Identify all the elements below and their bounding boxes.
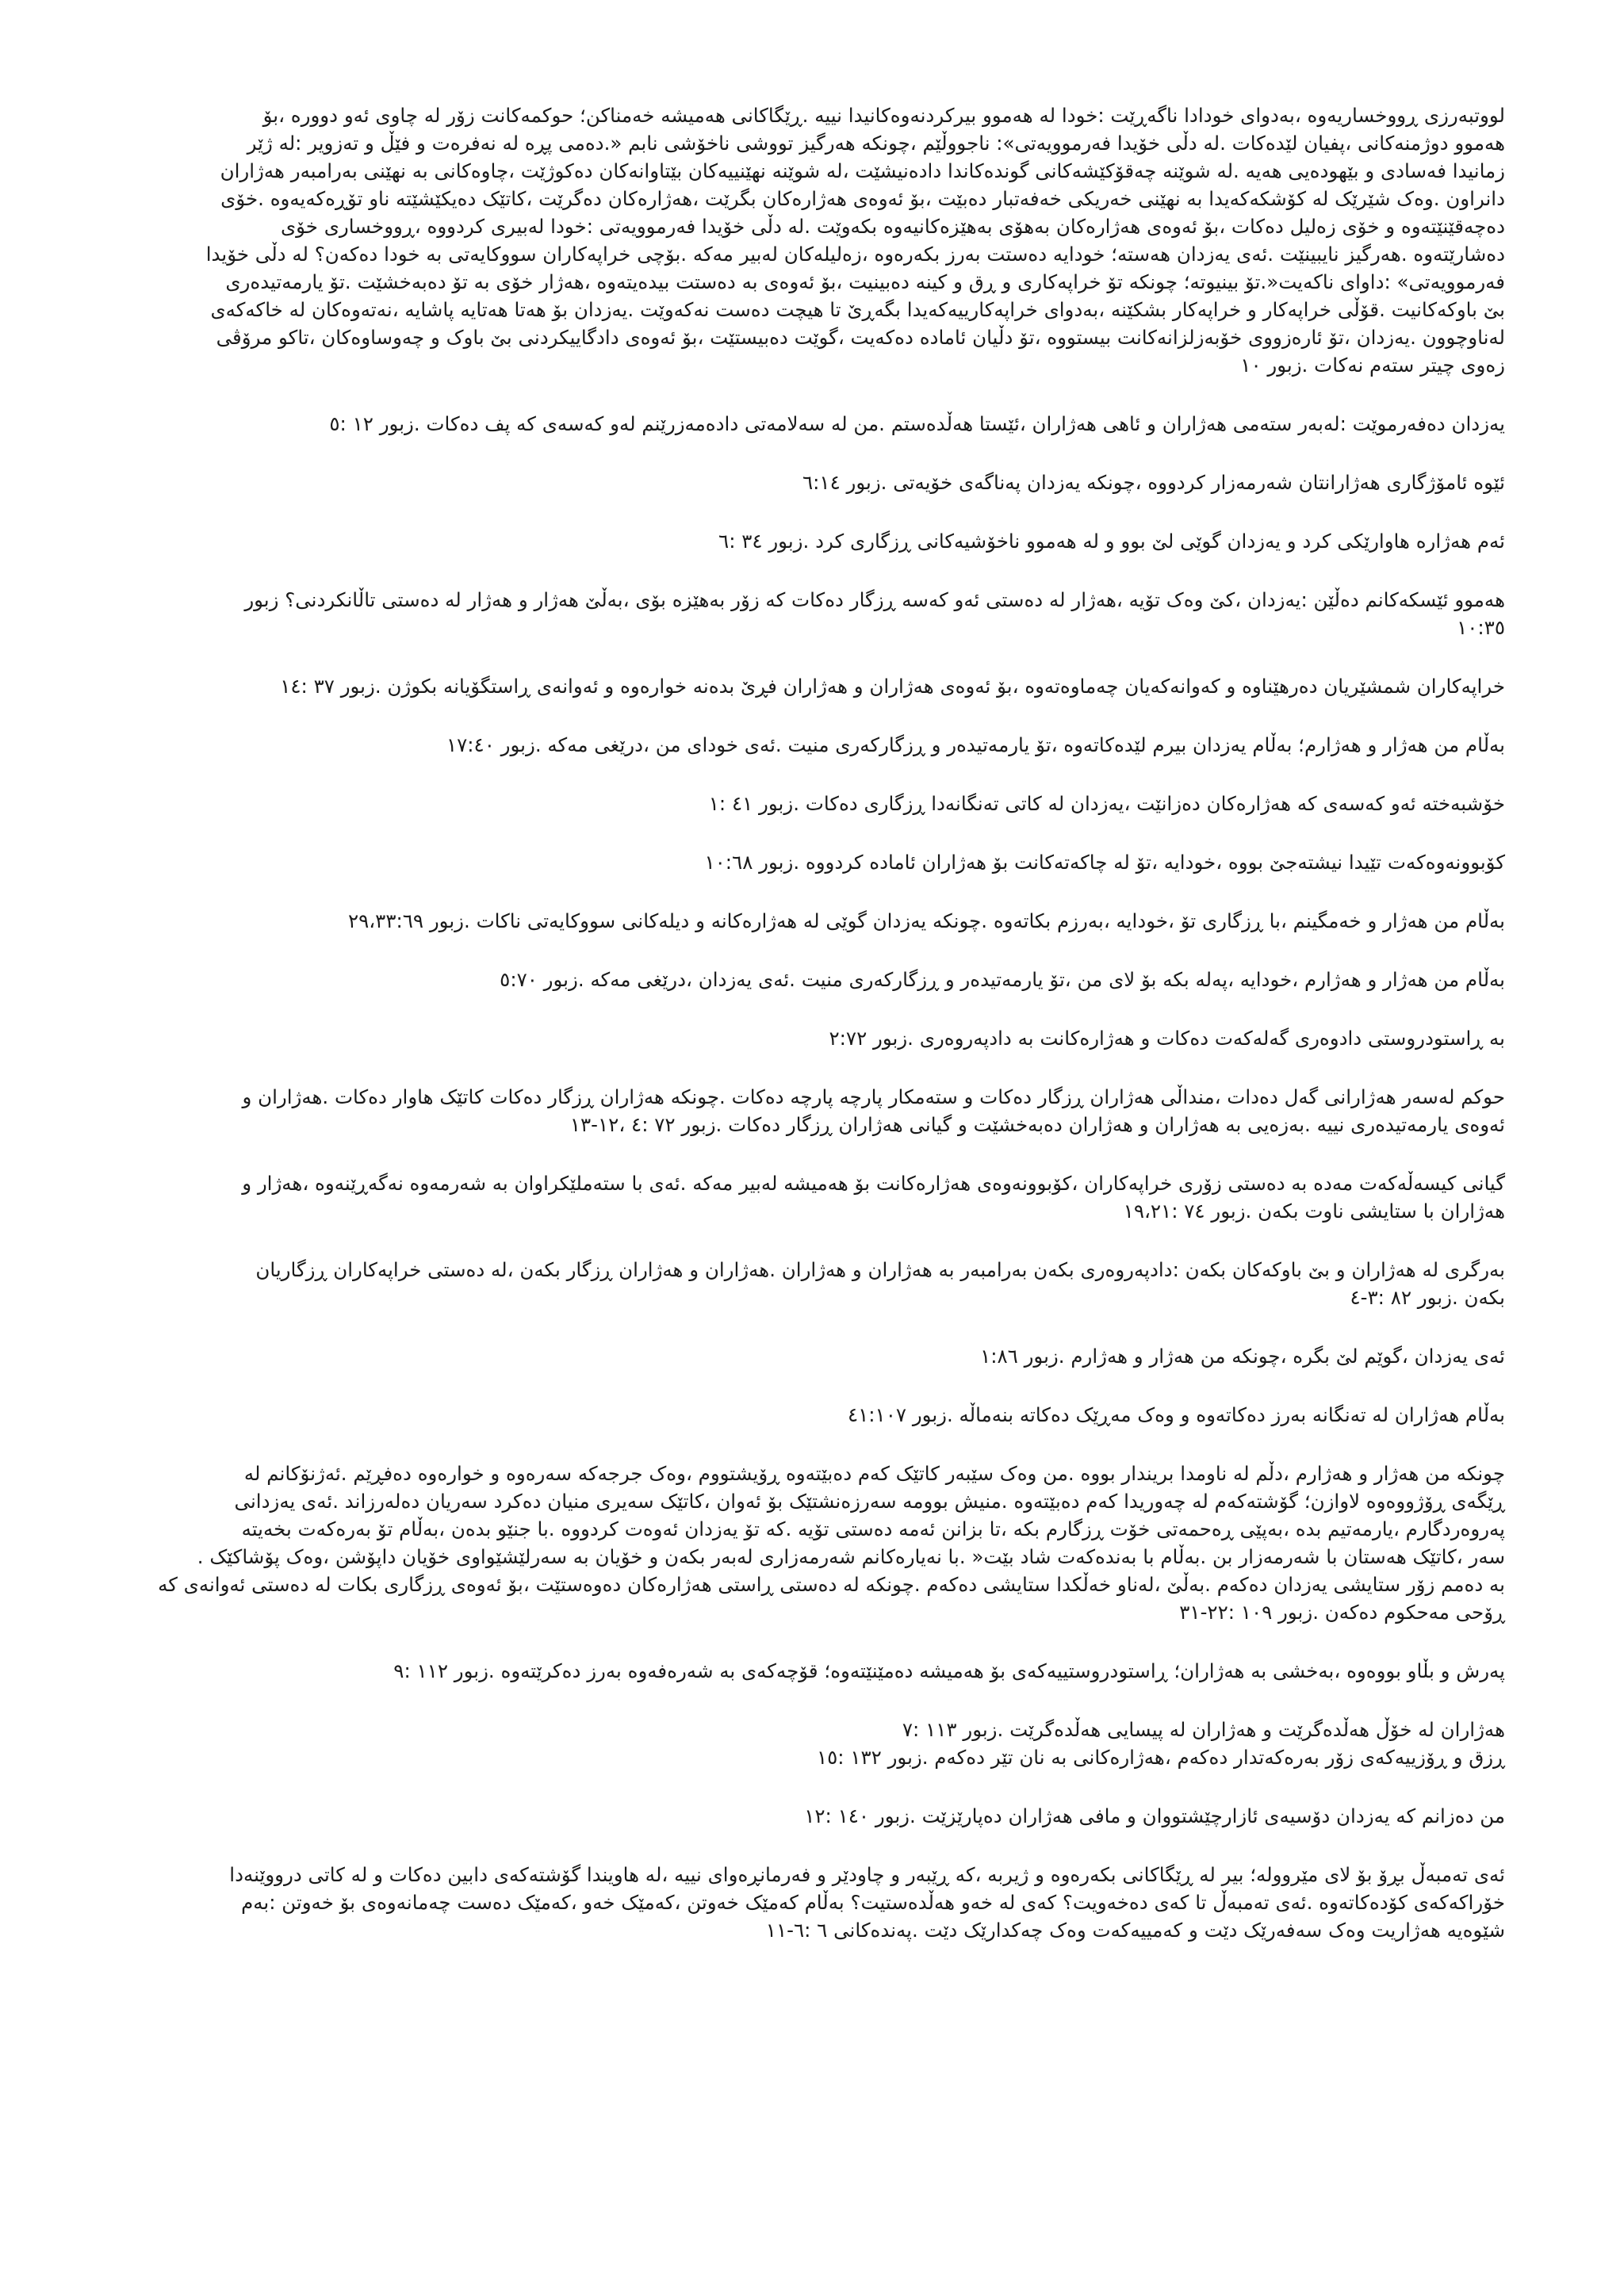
text-line: هەژاران لە خۆڵ هەڵدەگرێت و هەژاران لە پیسایی هەڵدەگرێت .زبور ١١٣ :٧ [902,1718,1505,1741]
paragraph [119,1861,1505,1944]
text-line: ئەوەی یارمەتیدەری نییە .بەزەیی بە هەژاران و هەژاران دەبەخشێت و گیانی هەژاران ڕزگار دەکات .زبور ٧٢ :٤ ،١٢-١٣ [569,1113,1505,1136]
paragraph [119,1657,1505,1685]
paragraph [119,731,1505,759]
paragraph [119,790,1505,817]
paragraph [119,672,1505,700]
paragraph [119,848,1505,876]
paragraph [119,1256,1505,1311]
text-line: من دەزانم کە یەزدان دۆسیەی ئازارچێشتووان و مافی هەژاران دەپارێزێت .زبور ١٤٠ :١٢ [804,1804,1505,1827]
paragraph [119,907,1505,935]
text-line: بێ باوکەکانیت .قۆڵی خراپەکار و خراپەکار بشکێنە ،بەدوای خراپەکارییەکەیدا بگەڕێ تا هیچت دەست نەکەوێت .یەزدان بۆ هەتا هەتایە پاشایە ،نەتەوەکان لە خاکەکەی [210,298,1505,321]
paragraph [119,1401,1505,1429]
paragraph [119,1342,1505,1370]
text-line: بە ڕاستودروستی دادوەری گەلەکەت دەکات و هەژارەکانت بە دادپەروەری .زبور ٢:٧٢ [829,1027,1505,1050]
text-line: بەرگری لە هەژاران و بێ باوکەکان بکەن :دادپەروەری بکەن بەرامبەر بە هەژاران و هەژاران .هەژاران و هەژاران ڕزگار بکەن ،لە دەستی خراپەکاران ڕزگاریان [255,1258,1505,1281]
text-line: زمانیدا فەسادی و بێهودەیی هەیە .لە شوێنە چەقۆکێشەکانی گوندەکاندا دادەنیشێت ،لە شوێنە نهێنییەکان بێتاوانەکان دەکوژێت ،چاوەکانی بە نهێنی بەرامبەر هەژاران [220,159,1505,182]
paragraph [119,410,1505,438]
text-line: ئەی تەمبەڵ بڕۆ بۆ لای مێرووله؛ بیر لە ڕێگاکانی بکەرەوە و ژیربە ،کە ڕێبەر و چاودێر و فەرمانڕەوای نییە ،لە هاویندا گۆشتەکەی دابین دەکات و لە کاتی درووێنەدا [229,1863,1505,1886]
text-line: بە دەمم زۆر ستایشی یەزدان دەکەم .بەڵێ ،لەناو خەڵکدا ستایشی دەکەم .چونکە لە دەستی ڕاستی هەژارەکان دەوەستێت ،بۆ ئەوەی ڕزگاری بکات لە دەستی ئەوانەی کە [158,1573,1505,1596]
text-line: بەڵام من هەژار و هەژارم ،خودایە ،پەلە بکە بۆ لای من ،تۆ یارمەتیدەر و ڕزگارکەری منیت .ئەی یەزدان ،درێغی مەکە .زبور ٥:٧٠ [500,968,1505,991]
document-page [119,101,1505,1975]
text-line: ڕێگەی ڕۆژووەوە لاوازن؛ گۆشتەکەم لە چەوریدا کەم دەبێتەوە .منیش بوومە سەرزەنشتێک بۆ ئەوان ،کاتێک سەیری منیان دەکرد سەریان دەلەرزاند .ئەی یەزدانی [234,1490,1505,1513]
text-line: هەموو دوژمنەکانی ،پفیان لێدەکات .لە دڵی خۆیدا فەرموویەتی»: ناجووڵێم ،چونکە هەرگیز تووشی ناخۆشی نابم «.دەمی پڕە لە نەفرەت و فێڵ و تەزویر :لە ژێر [247,132,1505,155]
text-line: زەوی چیتر ستەم نەکات .زبور ١٠ [1240,354,1505,377]
paragraph [119,1024,1505,1052]
text-line: خراپەکاران شمشێریان دەرهێناوە و کەوانەکەیان چەماوەتەوە ،بۆ ئەوەی هەژاران و هەژاران فڕێ بدەنە خوارەوە و ئەوانەی ڕاستگۆیانە بکوژن .زبور ٣٧ :١٤ [280,675,1505,698]
text-line: ئێوە ئامۆژگاری هەژارانتان شەرمەزار کردووە ،چونکە یەزدان پەناگەی خۆیەتی .زبور ٦:١٤ [802,471,1505,494]
text-line: بەڵام هەژاران لە تەنگانە بەرز دەکاتەوە و وەک مەڕێک دەکاتە بنەماڵە .زبور ٤١:١٠٧ [847,1403,1505,1426]
text-line: ڕۆحی مەحکوم دەکەن .زبور ١٠٩ :٢٢-٣١ [1179,1601,1505,1624]
text-line: هەژاران با ستایشی ناوت بکەن .زبور ٧٤ :١٩،٢١ [1123,1200,1505,1223]
text-line: لووتبەرزی ڕووخساریەوە ،بەدوای خودادا ناگەڕێت :خودا لە هەموو بیرکردنەوەکانیدا نییە .ڕێگاکانی هەمیشە خەمناکن؛ حوکمەکانت زۆر لە چاوی ئەو دوورە ،بۆ [262,104,1505,127]
text-line: شێوەیە هەژاریت وەک سەفەرێک دێت و کەمییەکەت وەک چەکدارێک دێت .پەندەکانی ٦ :٦-١١ [765,1919,1505,1942]
text-line: یەزدان دەفەرموێت :لەبەر ستەمی هەژاران و ئاهی هەژاران ،ئێستا هەڵدەستم .من لە سەلامەتی دادەمەزرێنم لەو کەسەی کە پف دەکات .زبور ١٢ :٥ [329,412,1505,435]
text-line: بکەن .زبور ٨٢ :٣-٤ [1350,1286,1505,1309]
paragraph [119,966,1505,993]
text-line: لەناوچوون .یەزدان ،تۆ ئارەزووی خۆبەزلزانەکانت بیستووە ،تۆ دڵیان ئامادە دەکەیت ،گوێت دەبیستێت ،بۆ ئەوەی دادگاییکردنی بێ باوک و چەوساوەکان ،تاکو مرۆڤی [216,326,1505,349]
text-line: ڕزق و ڕۆزییەکەی زۆر بەرەکەتدار دەکەم ،هەژارەکانی بە نان تێر دەکەم .زبور ١٣٢ :١٥ [816,1746,1505,1769]
text-line: بەڵام من هەژار و خەمگینم ،با ڕزگاری تۆ ،خودایە ،بەرزم بکاتەوە .چونکە یەزدان گوێی لە هەژارەکانە و دیلەکانی سووکایەتی ناکات .زبور ٢٩،٣٣:٦٩ [347,909,1505,932]
text-line: دانراون .وەک شێرێک لە کۆشکەکەیدا بە نهێنی خەریکی خەفەتبار دەبێت ،بۆ ئەوەی هەژارەکان بگرێت ،هەژارەکان دەگرێت ،کاتێک دەیکێشێتە ناو تۆڕەکەیەوە .خۆی [220,187,1505,210]
text-line: هەموو ئێسکەکانم دەڵێن :یەزدان ،کێ وەک تۆیە ،هەژار لە دەستی ئەو کەسە ڕزگار دەکات کە زۆر بەهێزە بۆی ،بەڵێ هەژار و هەژار لە دەستی تاڵانکردنی؟ زبور [244,588,1505,611]
text-line: خۆراکەکەی کۆدەکاتەوە .ئەی تەمبەڵ تا کەی دەخەویت؟ کەی لە خەو هەڵدەستیت؟ بەڵام کەمێک خەوتن ،کەمێک خەو ،کەمێک دەست چەمانەوەی بۆ خەوتن :بەم [241,1891,1505,1914]
paragraph [119,1716,1505,1771]
text-line: گیانی کیسەڵەکەت مەدە بە دەستی زۆری خراپەکاران ،کۆبوونەوەی هەژارەکانت بۆ هەمیشە لەبیر مەکە .ئەی با ستەملێکراوان بە شەرمەوە نەگەڕێنەوە ،هەژار و [242,1172,1505,1195]
text-line: ئەم هەژارە هاوارێکی کرد و یەزدان گوێی لێ بوو و لە هەموو ناخۆشیەکانی ڕزگاری کرد .زبور ٣٤ :٦ [718,530,1505,553]
paragraph [119,1802,1505,1830]
text-line: بەڵام من هەژار و هەژارم؛ بەڵام یەزدان بیرم لێدەکاتەوە ،تۆ یارمەتیدەر و ڕزگارکەری منیت .ئەی خودای من ،درێغی مەکە .زبور ١٧:٤٠ [446,733,1505,756]
paragraph [119,1169,1505,1225]
paragraph [119,101,1505,379]
paragraph [119,527,1505,555]
paragraph [119,1083,1505,1138]
text-line: چونکە من هەژار و هەژارم ،دڵم لە ناومدا بریندار بووە .من وەک سێبەر کاتێک کەم دەبێتەوە ڕۆیشتووم ،وەک جرجەکە سەرەوە و خوارەوە دەفڕێم .ئەژنۆکانم لە [243,1462,1505,1485]
text-line: خۆشبەختە ئەو کەسەی کە هەژارەکان دەزانێت ،یەزدان لە کاتی تەنگانەدا ڕزگاری دەکات .زبور ٤١ :١ [708,792,1505,815]
text-line: سەر ،کاتێک هەستان با شەرمەزار بن .بەڵام با بەندەکەت شاد بێت« .با نەیارەکانم شەرمەزاری لەبەر بکەن و خۆیان بە سەرلێشێواوی خۆیان داپۆشن ،وەک پۆشاکێک . [197,1545,1505,1568]
text-line: حوکم لەسەر هەژارانی گەل دەدات ،منداڵی هەژاران ڕزگار دەکات و ستەمکار پارچە پارچە دەکات .چونکە هەژاران ڕزگار دەکات کاتێک هاوار دەکات .هەژاران و [242,1085,1505,1108]
paragraph [119,469,1505,496]
paragraph [119,586,1505,641]
text-line: پەرش و بڵاو بووەوە ،بەخشی بە هەژاران؛ ڕاستودروستییەکەی بۆ هەمیشە دەمێنێتەوە؛ قۆچەکەی بە شەرەفەوە بەرز دەکرێتەوە .زبور ١١٢ :٩ [393,1659,1505,1682]
text-line: دەچەقێنێتەوە و خۆی زەلیل دەکات ،بۆ ئەوەی هەژارەکان بەهۆی بەهێزەکانیەوە بکەوێت .لە دڵی خۆیدا فەرموویەتی :خودا لەبیری کردووە ،ڕووخساری خۆی [280,215,1505,238]
paragraph [119,1460,1505,1626]
text-line: ١٠:٣٥ [1457,616,1505,639]
text-line: ئەی یەزدان ،گوێم لێ بگرە ،چونکە من هەژار و هەژارم .زبور ١:٨٦ [980,1345,1505,1368]
text-line: دەشارێتەوە .هەرگیز نایبینێت .ئەی یەزدان هەستە؛ خودایە دەستت بەرز بکەرەوە ،زەلیلەکان لەبیر مەکە .بۆچی خراپەکاران سووکایەتی بە خودا دەکەن؟ لە دڵی خۆیدا [205,243,1505,266]
text-line: کۆبوونەوەکەت تێیدا نیشتەجێ بووە ،خودایە ،تۆ لە چاکەتەکانت بۆ هەژاران ئامادە کردووە .زبور ١٠:٦٨ [704,851,1505,874]
text-line: فەرموویەتی» :داوای ناکەیت«.تۆ بینیوتە؛ چونکە تۆ خراپەکاری و ڕق و کینە دەبینیت ،بۆ ئەوەی بە دەستت بیدەیتەوە ،هەژار خۆی بە تۆ دەبەخشێت .تۆ یارمەتیدەری [225,270,1505,293]
text-line: پەروەردگارم ،یارمەتیم بدە ،بەپێی ڕەحمەتی خۆت ڕزگارم بکە ،تا بزانن ئەمە دەستی تۆیە .کە تۆ یەزدان ئەوەت کردووە .با جنێو بدەن ،بەڵام تۆ بەرەکەت بخەیتە [241,1517,1505,1540]
